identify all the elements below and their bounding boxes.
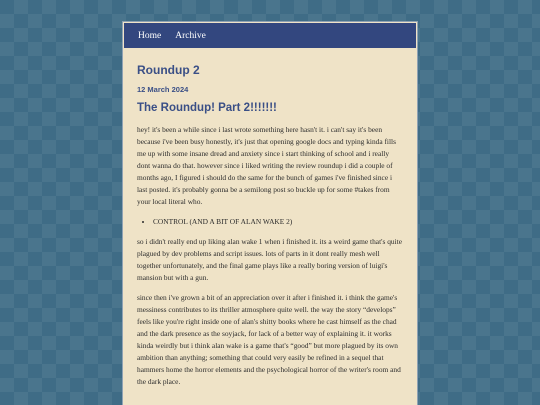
- paragraph-intro: hey! it's been a while since i last wrote something here hasn't it. i can't say it's been because i've been busy honestly, it's just that opening google docs and typing kinda fills me up with some insane dread and anxiety since i start thinking of school and i really dont wanna do that. however since i liked writing the review roundup i did a couple of months ago, I figured i should do the same for the bunch of games i've finished since i last posted. it's probably gonna be a semilong post so buckle up for some #takes from your local literal who.: [137, 125, 396, 206]
- section-list: [137, 216, 403, 228]
- post-title: The Roundup! Part 2!!!!!!!: [137, 102, 277, 114]
- page-container: [122, 21, 418, 405]
- paragraph-appreciation: since then i've grown a bit of an appreciation over it after i finished it. i think the game's messiness contributes to its thriller atmosphere quite well. the way the story “develops” feels like you're right inside one of alan's shitty books where he cast himself as the chad and the dark presence as the soyjack, for lack of a better way of explaining it. it works kinda weirdly but i think alan wake is a game that's “good” but more plagued by its own ambition than anything; something that could very easily be refined in a sequel that hammers home the horror elements and the psychological horror of the writer's room and the dark place.: [137, 293, 401, 386]
- page-title: Roundup 2: [137, 63, 200, 77]
- paragraph-alan-wake-1: so i didn't really end up liking alan wake 1 when i finished it. its a weird game that's quite plagued by dev problems and script issues. lots of parts in it dont really mesh well together unfortunately, and the final game plays like a really boring version of luigi's mansion but with a gun.: [137, 237, 402, 282]
- post-content: [123, 49, 417, 388]
- post-date: 12 March 2024: [137, 85, 189, 94]
- top-nav: [124, 23, 416, 48]
- list-item: • CONTROL (AND A BIT OF ALAN WAKE 2): [153, 216, 403, 228]
- nav-home-link[interactable]: Home: [138, 30, 162, 41]
- nav-archive-link[interactable]: Archive: [175, 30, 206, 41]
